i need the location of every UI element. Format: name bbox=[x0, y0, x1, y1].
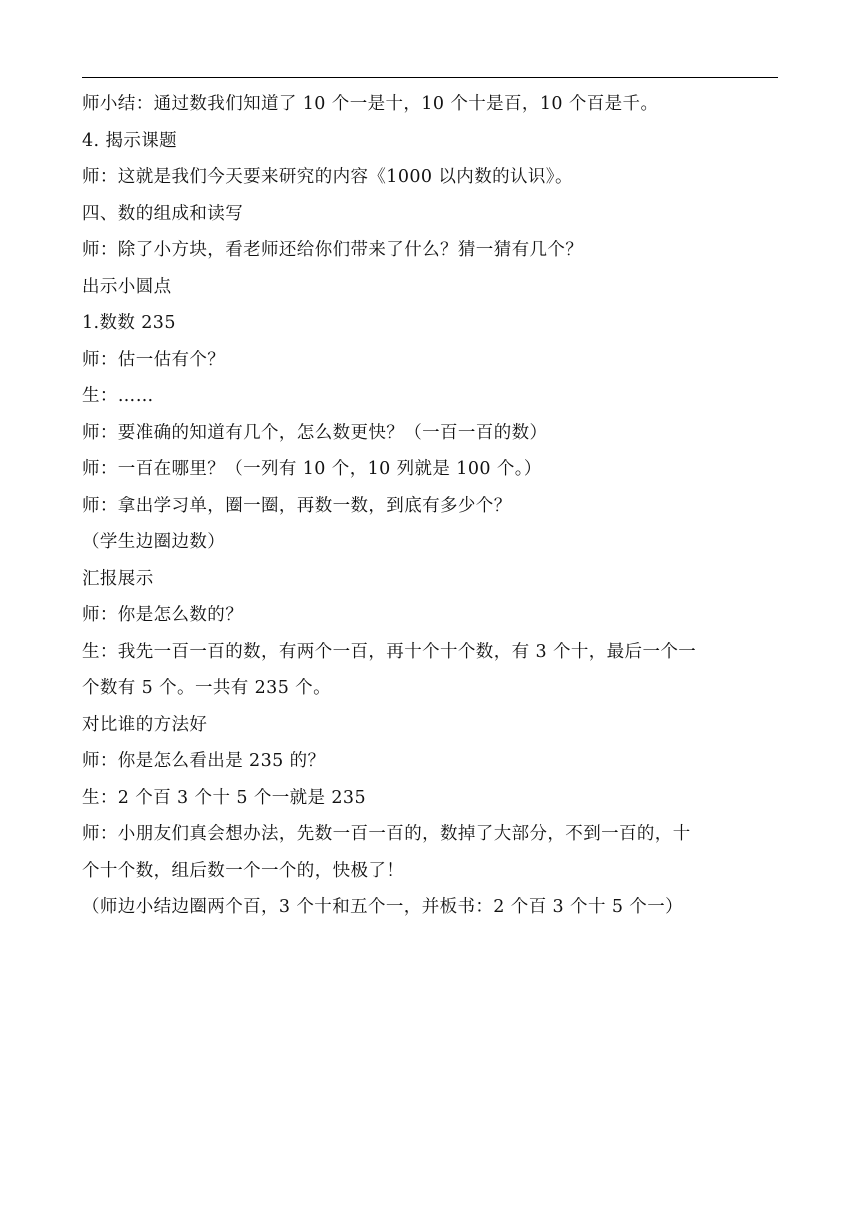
text-line: 生：我先一百一百的数，有两个一百，再十个十个数，有 3 个十，最后一个一 bbox=[82, 641, 697, 662]
text-line: 师：一百在哪里？（一列有 10 个，10 列就是 100 个。） bbox=[82, 459, 542, 479]
text-line: 师：这就是我们今天要来研究的内容《1000 以内数的认识》。 bbox=[82, 167, 573, 187]
text-line: 师：你是怎么看出是 235 的？ bbox=[82, 751, 326, 771]
text-line: 个数有 5 个。一共有 235 个。 bbox=[82, 678, 331, 698]
text-line: 师：小朋友们真会想办法，先数一百一百的，数掉了大部分，不到一百的，十 bbox=[82, 824, 691, 844]
text-line: 师小结：通过数我们知道了 10 个一是十，10 个十是百，10 个百是千。 bbox=[82, 94, 659, 114]
document-body bbox=[82, 86, 782, 926]
text-line: （学生边圈边数） bbox=[82, 532, 226, 552]
text-line: 师：拿出学习单，圈一圈，再数一数，到底有多少个？ bbox=[82, 495, 512, 516]
text-line: 师：你是怎么数的？ bbox=[82, 605, 244, 625]
section-heading: 1.数数 235 bbox=[82, 313, 176, 333]
text-line: 师：除了小方块，看老师还给你们带来了什么？猜一猜有几个？ bbox=[82, 240, 584, 260]
header-rule bbox=[82, 77, 778, 78]
text-line: 对比谁的方法好 bbox=[82, 714, 208, 735]
text-line: 个十个数，组后数一个一个的，快极了！ bbox=[82, 860, 405, 881]
text-line: 师：要准确的知道有几个，怎么数更快？（一百一百的数） bbox=[82, 422, 548, 443]
text-line: 生：2 个百 3 个十 5 个一就是 235 bbox=[82, 787, 366, 808]
text-line: 师：估一估有个？ bbox=[82, 349, 226, 370]
text-line: 出示小圆点 bbox=[82, 276, 172, 297]
section-heading: 四、数的组成和读写 bbox=[82, 203, 244, 224]
text-line: （师边小结边圈两个百，3 个十和五个一，并板书：2 个百 3 个十 5 个一） bbox=[82, 897, 684, 917]
text-line: 汇报展示 bbox=[82, 568, 154, 589]
section-heading: 4. 揭示课题 bbox=[82, 130, 178, 151]
text-line: 生：…… bbox=[82, 386, 154, 406]
